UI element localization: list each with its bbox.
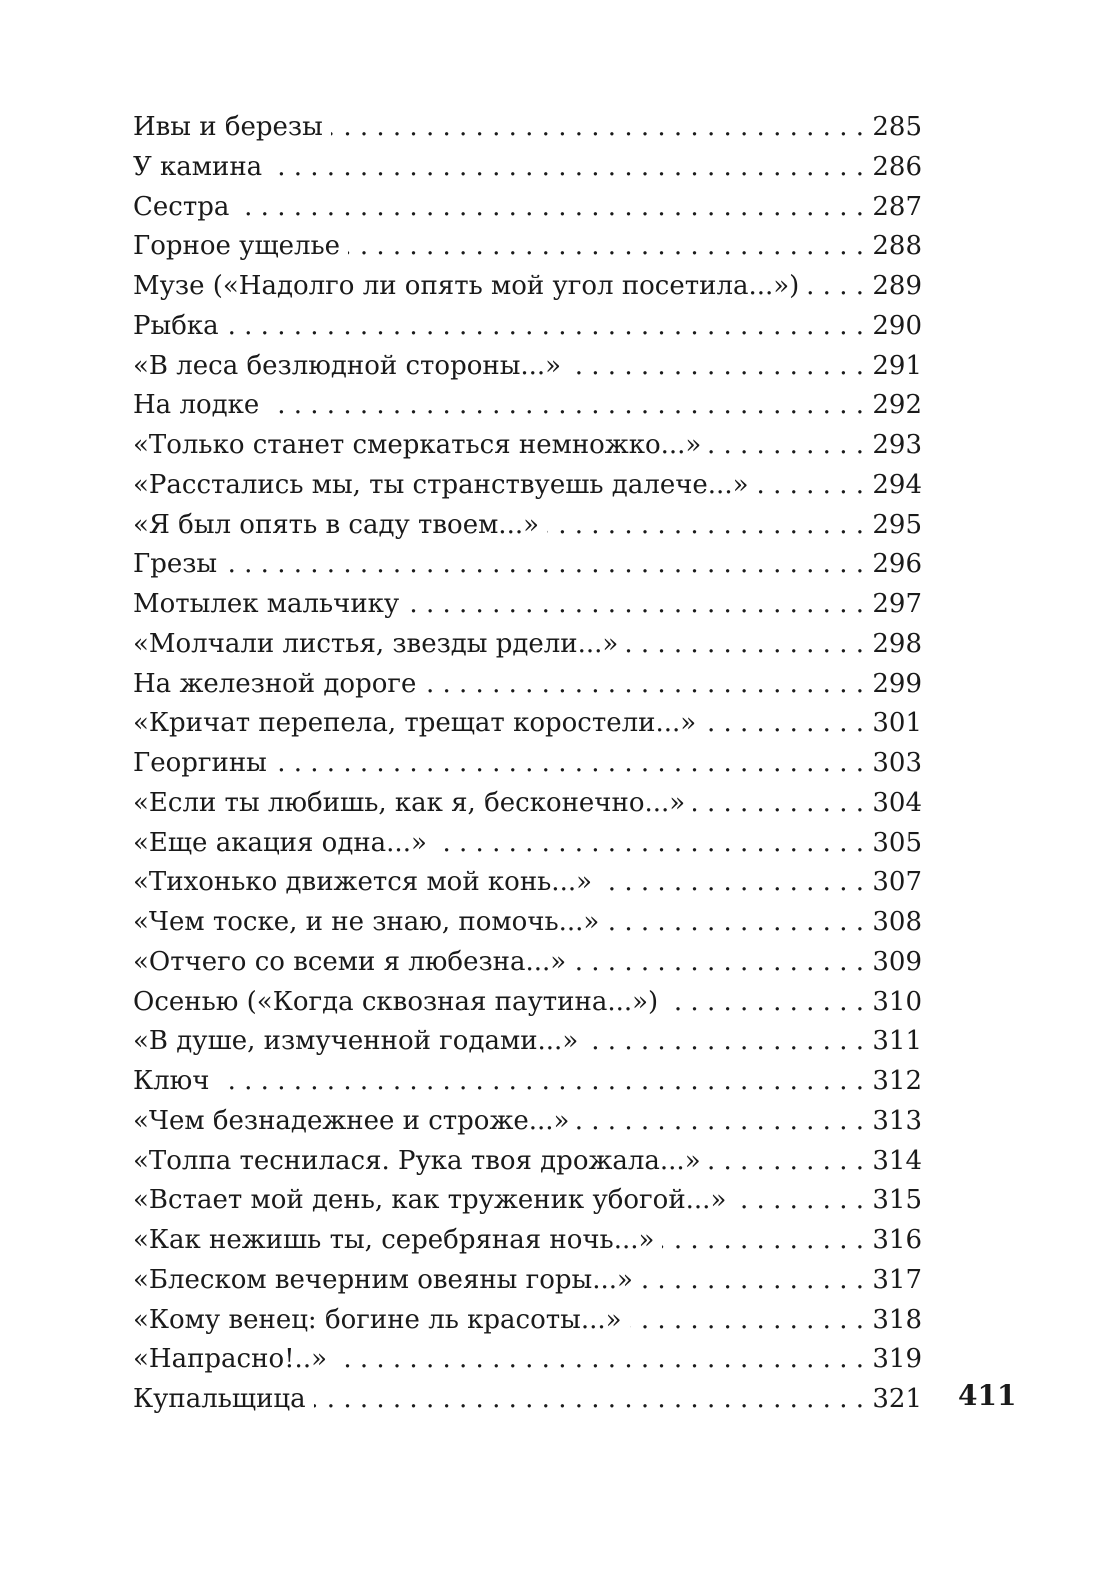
toc-entry-title: «Блеском вечерним овеяны горы...» <box>133 1264 633 1295</box>
toc-entry[interactable] <box>133 148 922 188</box>
toc-entry-title: «Толпа теснилася. Рука твоя дрожала...» <box>133 1145 701 1176</box>
toc-dot-leader <box>630 1301 864 1341</box>
toc-entry-title: Музе («Надолго ли опять мой угол посетила...») <box>133 271 800 301</box>
toc-dot-leader <box>600 863 864 903</box>
toc-entry-title: Горное ущелье <box>133 231 341 262</box>
toc-entry-title: «Отчего со всеми я любезна...» <box>133 946 567 977</box>
toc-entry-page: 287 <box>872 191 922 222</box>
toc-dot-leader <box>225 545 864 585</box>
page-number: 411 <box>958 1379 1017 1412</box>
toc-entry-page: 288 <box>872 231 922 262</box>
toc-entry-page: 316 <box>872 1225 922 1255</box>
toc-entry-page: 315 <box>872 1185 922 1216</box>
toc-entry[interactable] <box>133 863 922 903</box>
toc-entry-page: 318 <box>872 1304 922 1335</box>
toc-entry[interactable] <box>133 227 922 267</box>
toc-entry-page: 319 <box>872 1344 922 1375</box>
toc-entry-page: 303 <box>872 748 922 778</box>
toc-dot-leader <box>704 704 864 744</box>
toc-entry-title: У камина <box>133 151 263 182</box>
toc-dot-leader <box>577 1102 864 1142</box>
toc-entry-title: «Чем тоске, и не знаю, помочь...» <box>133 907 600 937</box>
toc-entry-page: 298 <box>872 628 922 659</box>
toc-entry[interactable] <box>133 983 922 1023</box>
toc-entry[interactable] <box>133 506 922 546</box>
toc-entry[interactable] <box>133 585 922 625</box>
toc-entry-title: «Только станет смеркаться немножко...» <box>133 430 702 460</box>
toc-entry-page: 297 <box>872 589 922 619</box>
toc-dot-leader <box>314 1380 864 1420</box>
toc-entry-page: 286 <box>872 151 922 182</box>
toc-entry[interactable] <box>133 347 922 387</box>
toc-entry-page: 293 <box>872 430 922 460</box>
toc-dot-leader <box>547 506 864 546</box>
toc-entry[interactable] <box>133 1142 922 1182</box>
toc-entry-page: 291 <box>872 350 922 381</box>
toc-entry-title: «Кому венец: богине ль красоты...» <box>133 1304 622 1335</box>
toc-entry[interactable] <box>133 267 922 307</box>
toc-dot-leader <box>662 1221 864 1261</box>
toc-dot-leader <box>335 1340 864 1380</box>
toc-entry[interactable] <box>133 466 922 506</box>
toc-entry[interactable] <box>133 545 922 585</box>
toc-entry[interactable] <box>133 1380 922 1420</box>
toc-dot-leader <box>709 1142 864 1182</box>
toc-entry[interactable] <box>133 386 922 426</box>
toc-dot-leader <box>757 466 865 506</box>
toc-entry[interactable] <box>133 784 922 824</box>
toc-entry-page: 296 <box>872 549 922 580</box>
toc-entry-page: 314 <box>872 1145 922 1176</box>
toc-entry-title: «В леса безлюдной стороны...» <box>133 350 562 381</box>
toc-entry-title: Купальщица <box>133 1384 306 1414</box>
toc-entry[interactable] <box>133 824 922 864</box>
toc-entry-page: 292 <box>872 390 922 421</box>
toc-entry[interactable] <box>133 1062 922 1102</box>
toc-dot-leader <box>626 625 864 665</box>
toc-entry-title: Осенью («Когда сквозная паутина...») <box>133 986 659 1017</box>
toc-entry-title: «Встает мой день, как труженик убогой...» <box>133 1185 727 1216</box>
toc-entry-title: Ивы и березы <box>133 112 323 142</box>
toc-entry-page: 289 <box>872 271 922 301</box>
toc-dot-leader <box>693 784 864 824</box>
toc-entry-title: «Как нежишь ты, серебряная ночь...» <box>133 1225 655 1255</box>
toc-entry-page: 311 <box>872 1026 922 1057</box>
toc-dot-leader <box>275 744 864 784</box>
toc-entry-page: 305 <box>872 827 922 858</box>
toc-entry[interactable] <box>133 704 922 744</box>
toc-entry[interactable] <box>133 1301 922 1341</box>
toc-entry[interactable] <box>133 1102 922 1142</box>
toc-entry[interactable] <box>133 1221 922 1261</box>
toc-dot-leader <box>348 227 864 267</box>
toc-dot-leader <box>435 824 864 864</box>
toc-entry-title: «Напрасно!..» <box>133 1344 327 1375</box>
toc-entry-title: «Я был опять в саду твоем...» <box>133 509 540 540</box>
toc-dot-leader <box>709 426 864 466</box>
toc-entry[interactable] <box>133 307 922 347</box>
toc-dot-leader <box>569 347 864 387</box>
toc-entry-page: 290 <box>872 310 922 341</box>
toc-dot-leader <box>666 983 864 1023</box>
toc-entry-page: 299 <box>872 668 922 699</box>
toc-entry-title: «Тихонько движется мой конь...» <box>133 867 592 898</box>
toc-entry-title: На железной дороге <box>133 668 417 699</box>
toc-entry-page: 295 <box>872 509 922 540</box>
toc-entry-page: 317 <box>872 1264 922 1295</box>
toc-dot-leader <box>270 148 864 188</box>
toc-entry-title: Рыбка <box>133 310 219 341</box>
toc-entry-title: На лодке <box>133 390 260 421</box>
toc-entry-page: 304 <box>872 787 922 818</box>
toc-entry-page: 312 <box>872 1066 922 1096</box>
toc-entry-title: «Расстались мы, ты странствуешь далече...» <box>133 469 749 500</box>
toc-entry-title: «Молчали листья, звезды рдели...» <box>133 628 619 659</box>
toc-entry-title: «Чем безнадежнее и строже...» <box>133 1105 570 1136</box>
toc-entry[interactable] <box>133 188 922 228</box>
toc-entry-page: 309 <box>872 946 922 977</box>
toc-entry[interactable] <box>133 1181 922 1221</box>
toc-entry[interactable] <box>133 744 922 784</box>
toc-entry-title: «Еще акация одна...» <box>133 827 427 858</box>
toc-dot-leader <box>227 307 864 347</box>
toc-dot-leader <box>641 1261 864 1301</box>
toc-entry[interactable] <box>133 1340 922 1380</box>
toc-dot-leader <box>267 386 864 426</box>
toc-entry[interactable] <box>133 1022 922 1062</box>
toc-entry[interactable] <box>133 943 922 983</box>
toc-entry-title: Георгины <box>133 748 267 778</box>
toc-dot-leader <box>734 1181 864 1221</box>
toc-entry-page: 294 <box>872 469 922 500</box>
toc-entry-title: Мотылек мальчику <box>133 589 400 619</box>
toc-entry[interactable] <box>133 665 922 705</box>
toc-entry-title: «Если ты любишь, как я, бесконечно...» <box>133 787 686 818</box>
toc-entry-page: 307 <box>872 867 922 898</box>
toc-entry[interactable] <box>133 903 922 943</box>
toc-dot-leader <box>407 585 864 625</box>
toc-entry-title: «В душе, измученной годами...» <box>133 1026 579 1057</box>
toc-entry-title: Сестра <box>133 191 230 222</box>
toc-entry-page: 310 <box>872 986 922 1017</box>
toc-entry-page: 285 <box>872 112 922 142</box>
toc-entry-page: 301 <box>872 708 922 739</box>
toc-dot-leader <box>607 903 864 943</box>
toc-entry-title: Грезы <box>133 549 218 580</box>
toc-entry[interactable] <box>133 426 922 466</box>
toc-dot-leader <box>574 943 864 983</box>
toc-entry[interactable] <box>133 108 922 148</box>
toc-entry-page: 313 <box>872 1105 922 1136</box>
toc-entry-page: 308 <box>872 907 922 937</box>
toc-entry-title: Ключ <box>133 1066 210 1096</box>
toc-dot-leader <box>331 108 864 148</box>
toc-entry[interactable] <box>133 625 922 665</box>
toc-entry-page: 321 <box>872 1384 922 1414</box>
toc-dot-leader <box>217 1062 864 1102</box>
table-of-contents <box>133 108 922 1420</box>
toc-dot-leader <box>237 188 864 228</box>
toc-dot-leader <box>807 267 864 307</box>
toc-dot-leader <box>586 1022 864 1062</box>
toc-entry[interactable] <box>133 1261 922 1301</box>
toc-entry-title: «Кричат перепела, трещат коростели...» <box>133 708 697 739</box>
toc-dot-leader <box>424 665 864 705</box>
